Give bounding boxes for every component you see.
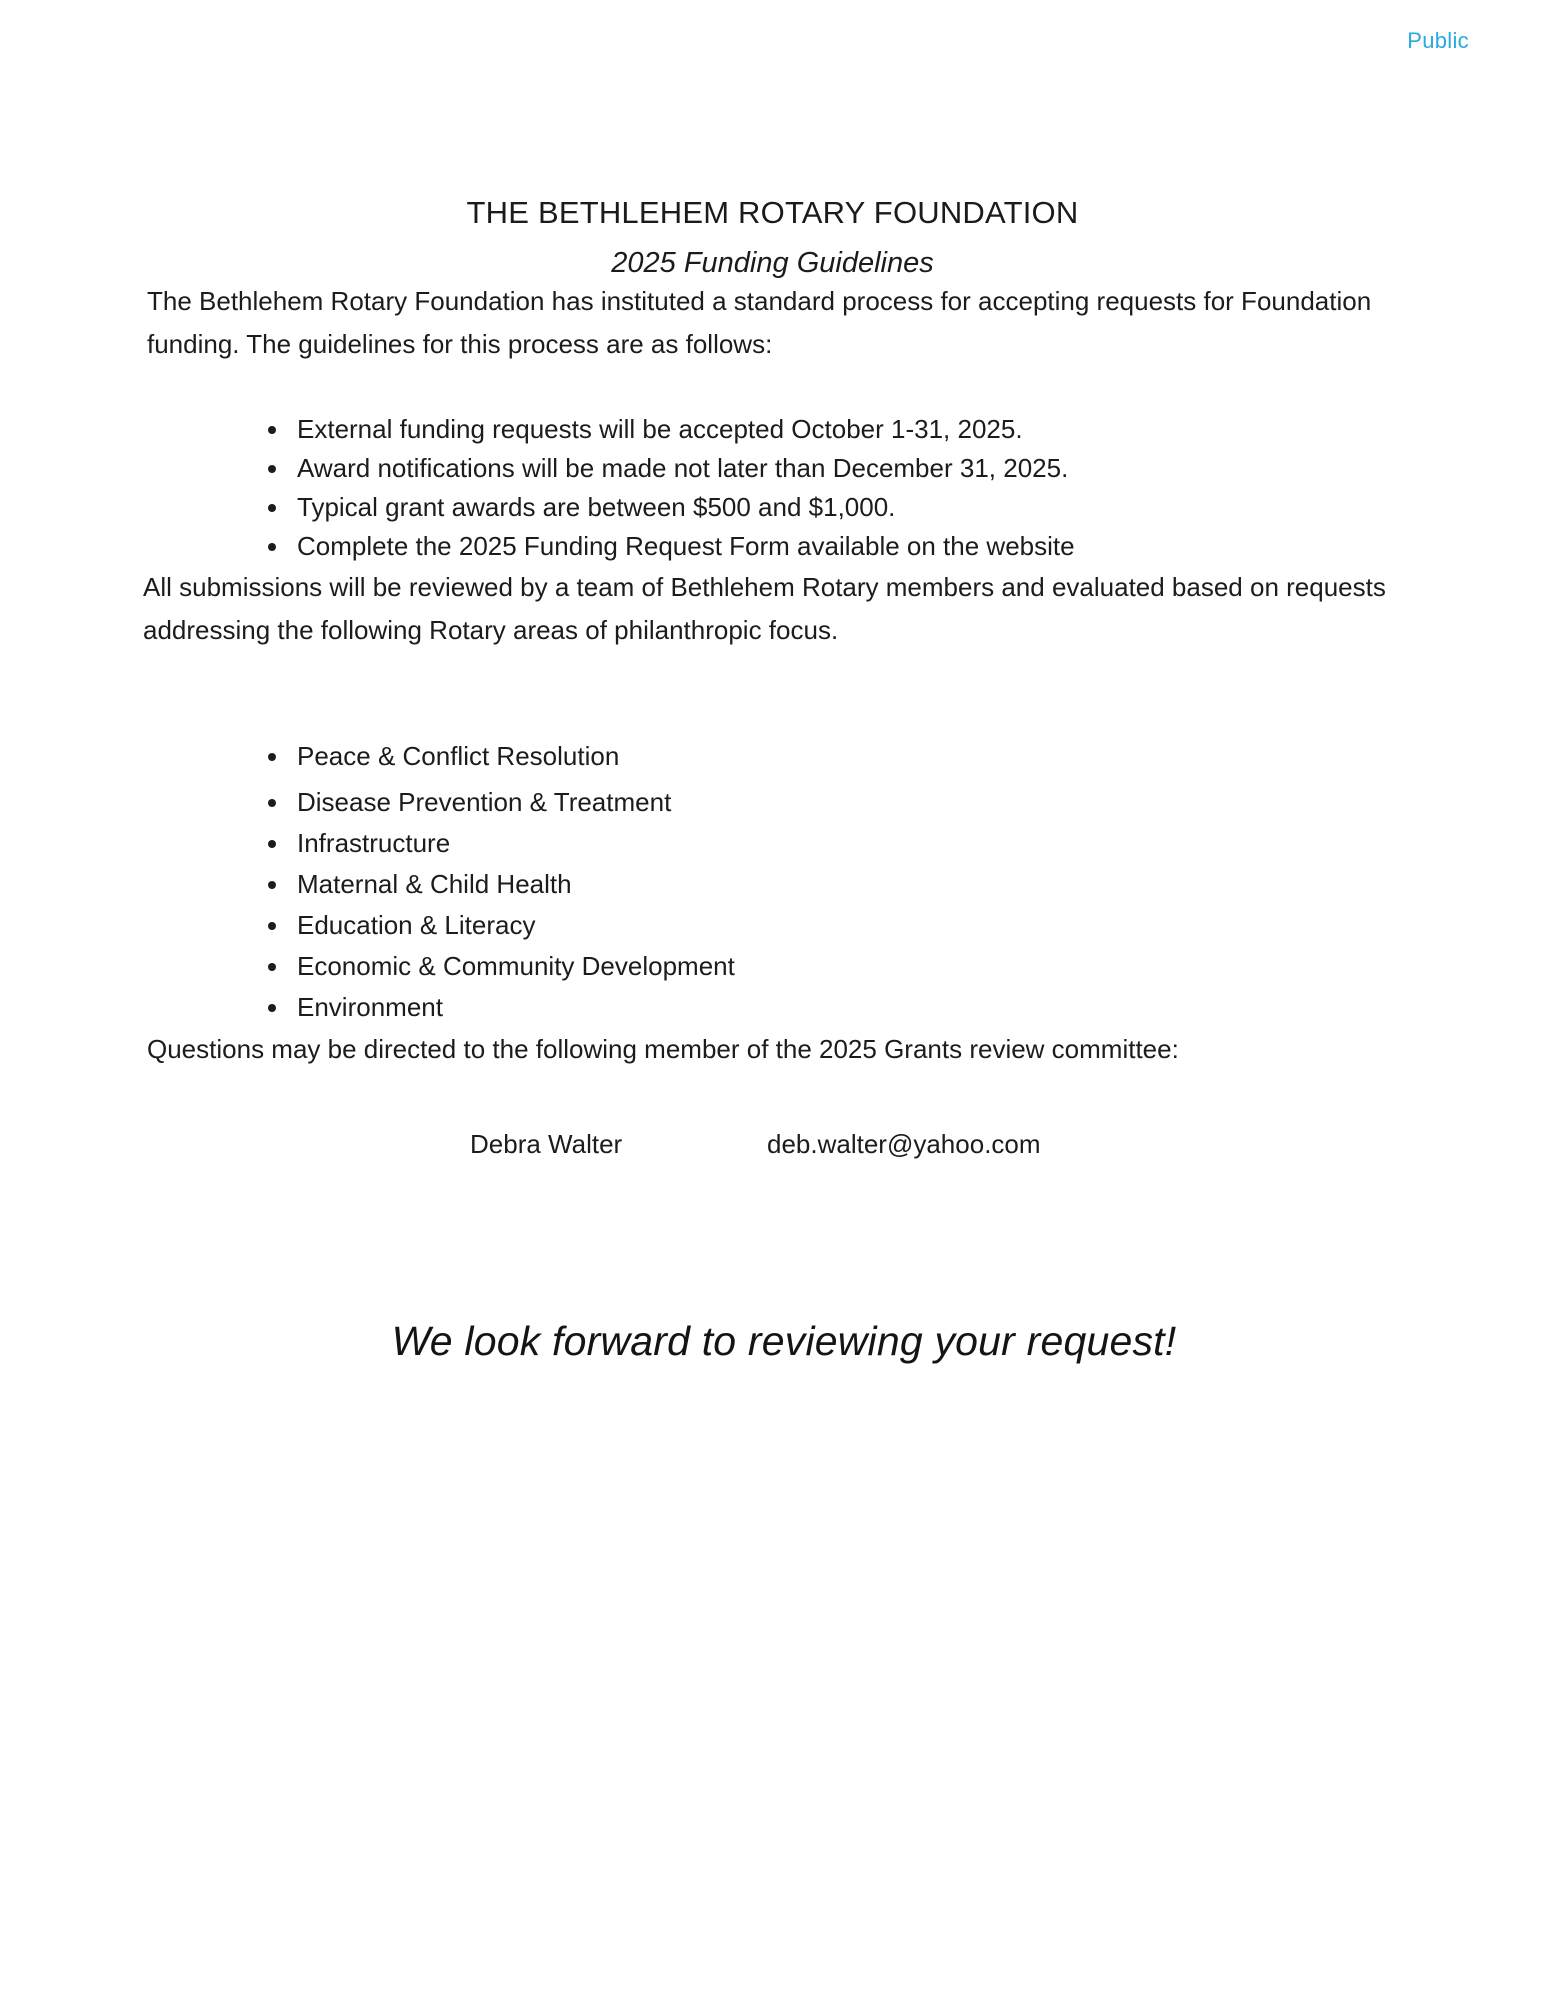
intro-paragraph: The Bethlehem Rotary Foundation has instituted a standard process for accepting requests for Foundation funding. The guidelines for this process are as follows: (147, 286, 1372, 359)
list-item: • Environment (291, 987, 1425, 1028)
list-item: • Disease Prevention & Treatment (291, 782, 1425, 823)
document-body (0, 280, 1545, 1365)
list-item: • Infrastructure (291, 823, 1425, 864)
document-subtitle: 2025 Funding Guidelines (611, 247, 934, 279)
public-classification-label: Public (1407, 28, 1469, 53)
list-item: • Peace & Conflict Resolution (291, 736, 1425, 777)
list-item: • Complete the 2025 Funding Request Form available on the website (291, 527, 1425, 566)
contact-row (143, 1129, 1425, 1160)
guidelines-list (143, 410, 1425, 566)
list-item: • Award notifications will be made not later than December 31, 2025. (291, 449, 1425, 488)
list-item: • Education & Literacy (291, 905, 1425, 946)
list-item: • Economic & Community Development (291, 946, 1425, 987)
review-paragraph: All submissions will be reviewed by a team of Bethlehem Rotary members and evaluated based on requests addressing the following Rotary areas of philanthropic focus. (143, 572, 1386, 645)
questions-paragraph: Questions may be directed to the following member of the 2025 Grants review committee: (147, 1034, 1179, 1064)
focus-areas-list (143, 736, 1425, 1028)
contact-name: Debra Walter (470, 1129, 623, 1159)
document-title: THE BETHLEHEM ROTARY FOUNDATION (466, 195, 1079, 230)
list-item: • Maternal & Child Health (291, 864, 1425, 905)
list-item: • Typical grant awards are between $500 and $1,000. (291, 488, 1425, 527)
closing-line: We look forward to reviewing your request! (391, 1318, 1177, 1364)
contact-email: deb.walter@yahoo.com (767, 1129, 1041, 1159)
list-item: • External funding requests will be accepted October 1-31, 2025. (291, 410, 1425, 449)
